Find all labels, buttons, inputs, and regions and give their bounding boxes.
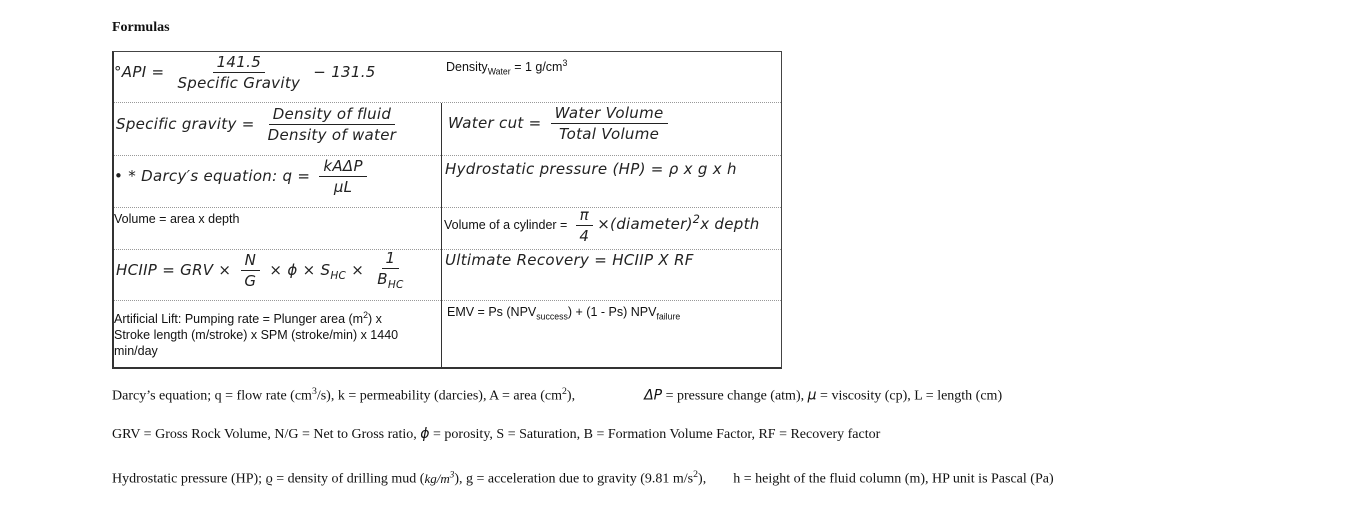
volume-formula: Volume = area x depth (114, 212, 240, 226)
hydrostatic-note: Hydrostatic pressure (HP); ϱ = density of drilling mud $(kg/m^3)$, g = acceleration due to gravity (9.81 $m/s^2$), h = height of the fluid column (m), HP unit is Pascal (Pa) (112, 469, 1054, 487)
api-formula: °API = $\frac{141.5}{\text{Specific Gravity}}$ − 131.5 (114, 53, 376, 92)
hciip-formula: HCIIP = GRV × $\frac{N}{G}$ × $\phi \times S_{HC}$ × $\frac{1}{B_{HC}}$ (116, 249, 404, 291)
row-divider (114, 155, 781, 156)
specific-gravity-formula: Specific gravity = $\frac{\text{Density of fluid}}{\text{Density of water}}$ (116, 105, 397, 144)
formula-table (112, 51, 782, 369)
emv-formula: EMV = Ps $(NPV_{success}) + (1 - Ps)$ $NPV_{failure}$ (447, 305, 681, 322)
row-divider (114, 102, 781, 103)
grv-note: GRV = Gross Rock Volume, N/G = Net to Gross ratio, ϕ = porosity, S = Saturation, B = Formation Volume Factor, RF = Recovery factor (112, 426, 881, 442)
darcy-formula: • * Darcy′s equation: q = $\frac{\text{kAΔP}}{\mu L}$ (114, 158, 371, 195)
artificial-lift-formula: Artificial Lift: Pumping rate = Plunger area $(m^2)$ x Stroke length (m/stroke) x SPM (stroke/min) x 1440 min/day (114, 310, 399, 359)
darcy-note: Darcy’s equation; q = flow rate $(cm^3/s)$, k = permeability (darcies), A = area $(cm^2)$, ΔP = pressure change (atm), μ = viscosity (cp), L = length (cm) (112, 386, 1003, 404)
ultimate-recovery-formula: Ultimate Recovery = HCIIP X RF (445, 251, 694, 269)
water-cut-formula: Water cut = $\frac{\text{Water Volume}}{\text{Total Volume}}$ (448, 105, 672, 142)
cylinder-volume-formula: Volume of a cylinder = $\frac{\pi}{4}$ ×(diameter)$^2$x depth (444, 206, 760, 245)
row-divider (114, 300, 781, 301)
water-density-formula: Density$_{Water}$ = 1 $g/cm^3$ (446, 58, 568, 77)
page-title: Formulas (112, 20, 170, 35)
column-divider (441, 103, 442, 367)
hydrostatic-pressure-formula: Hydrostatic pressure (HP) = ρ x g x h (445, 160, 737, 178)
